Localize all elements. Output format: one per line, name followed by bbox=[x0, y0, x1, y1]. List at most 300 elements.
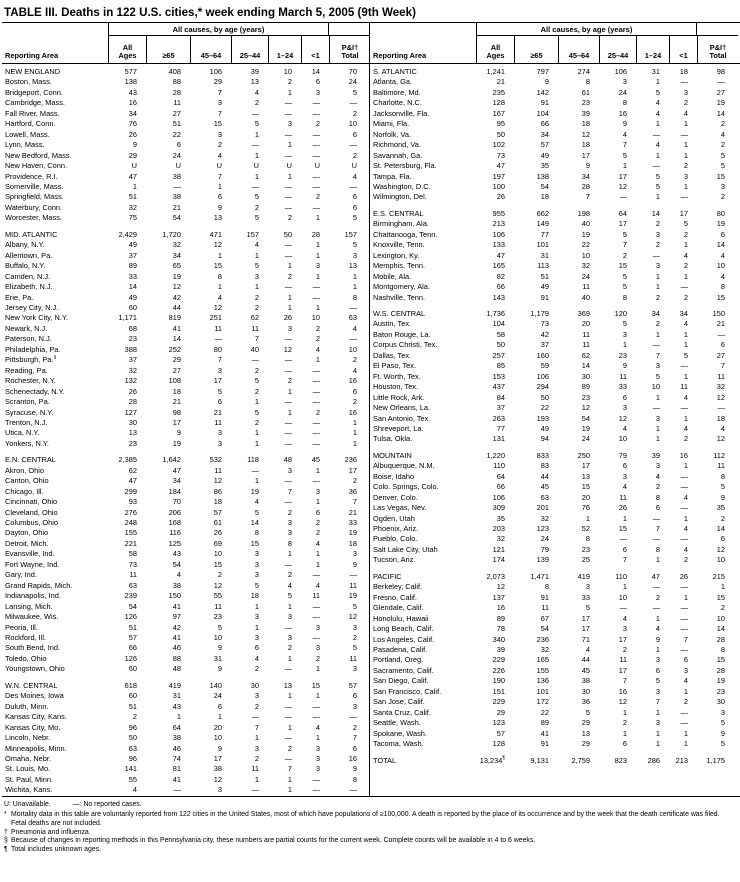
value-cell: 201 bbox=[536, 503, 549, 513]
table-row bbox=[2, 119, 369, 129]
value-cell: 61 bbox=[213, 518, 222, 528]
reporting-area-cell: Buffalo, N.Y. bbox=[5, 261, 46, 271]
value-cell: 1,241 bbox=[486, 67, 505, 76]
table-row bbox=[370, 451, 739, 461]
group-header-label: All causes, by age (years) bbox=[108, 23, 329, 36]
value-cell: 9 bbox=[217, 743, 222, 753]
table-row bbox=[370, 434, 739, 444]
value-cell: 1 bbox=[287, 407, 292, 417]
value-cell: 1 bbox=[720, 582, 725, 592]
table-row bbox=[370, 461, 739, 471]
value-cell: 4 bbox=[622, 613, 627, 623]
value-cell: 15 bbox=[213, 559, 222, 569]
value-cell: 833 bbox=[536, 450, 549, 460]
value-cell: 27 bbox=[716, 350, 725, 360]
value-cell: 13 bbox=[348, 261, 357, 271]
value-cell: 150 bbox=[168, 591, 181, 601]
value-cell: 1 bbox=[254, 150, 259, 160]
table-row bbox=[2, 203, 369, 213]
reporting-area-cell: Detroit, Mich. bbox=[5, 538, 49, 548]
value-cell: 26 bbox=[128, 129, 137, 139]
reporting-area-cell: Albany, N.Y. bbox=[5, 240, 45, 250]
value-cell: 248 bbox=[124, 518, 137, 528]
value-cell: — bbox=[312, 140, 320, 150]
value-cell: 2 bbox=[217, 140, 222, 150]
reporting-area-cell: Worcester, Mass. bbox=[5, 213, 62, 223]
value-cell: 18 bbox=[250, 591, 259, 601]
value-cell: 34 bbox=[172, 476, 181, 486]
value-cell: — bbox=[284, 438, 292, 448]
column-header-1-24: 1–24 bbox=[268, 36, 301, 63]
value-cell: — bbox=[251, 785, 259, 795]
value-cell: 18 bbox=[716, 413, 725, 423]
value-cell: 5 bbox=[254, 376, 259, 386]
value-cell: — bbox=[312, 397, 320, 407]
value-cell: 66 bbox=[540, 119, 549, 129]
value-cell: 91 bbox=[540, 98, 549, 108]
value-cell: 2 bbox=[254, 302, 259, 312]
value-cell: 18 bbox=[540, 192, 549, 202]
table-row bbox=[2, 151, 369, 161]
value-cell: 30 bbox=[581, 371, 590, 381]
value-cell: 68 bbox=[128, 323, 137, 333]
value-cell: — bbox=[619, 603, 627, 613]
value-cell: 19 bbox=[250, 486, 259, 496]
value-cell: 54 bbox=[172, 213, 181, 223]
table-row bbox=[2, 408, 369, 418]
reporting-area-cell: Berkeley, Calif. bbox=[373, 582, 423, 592]
value-cell: 55 bbox=[128, 774, 137, 784]
value-cell: 1 bbox=[254, 601, 259, 611]
value-cell: 1 bbox=[287, 722, 292, 732]
value-cell: 49 bbox=[540, 150, 549, 160]
value-cell: 2 bbox=[287, 213, 292, 223]
value-cell: 12 bbox=[716, 434, 725, 444]
value-cell: 100 bbox=[492, 181, 505, 191]
value-cell: 2 bbox=[352, 397, 357, 407]
value-cell: — bbox=[284, 622, 292, 632]
table-row bbox=[2, 251, 369, 261]
value-cell: 4 bbox=[683, 492, 688, 502]
table-row bbox=[2, 98, 369, 108]
value-cell: 79 bbox=[618, 450, 627, 460]
value-cell: 54 bbox=[172, 559, 181, 569]
column-header-lt1: <1 bbox=[301, 36, 329, 63]
value-cell: 10 bbox=[348, 344, 357, 354]
value-cell: 4 bbox=[655, 140, 660, 150]
value-cell: 22 bbox=[581, 240, 590, 250]
reporting-area-cell: Wichita, Kans. bbox=[5, 785, 53, 795]
value-cell: 203 bbox=[492, 524, 505, 534]
value-cell: 4 bbox=[315, 344, 320, 354]
value-cell: 8 bbox=[622, 292, 627, 302]
value-cell: 28 bbox=[581, 181, 590, 191]
value-cell: 155 bbox=[124, 528, 137, 538]
value-cell: 1 bbox=[655, 192, 660, 202]
reporting-area-cell: Lowell, Mass. bbox=[5, 129, 50, 139]
value-cell: 8 bbox=[655, 492, 660, 502]
value-cell: — bbox=[680, 718, 688, 728]
footnote-text: Total includes unknown ages. bbox=[11, 846, 102, 854]
value-cell: 2 bbox=[315, 334, 320, 344]
value-cell: — bbox=[284, 202, 292, 212]
value-cell: 3 bbox=[287, 518, 292, 528]
value-cell: 221 bbox=[124, 538, 137, 548]
value-cell: 9 bbox=[176, 428, 181, 438]
value-cell: 4 bbox=[683, 392, 688, 402]
group-header-row bbox=[2, 23, 369, 36]
table-row bbox=[2, 785, 369, 795]
value-cell: U bbox=[175, 161, 181, 171]
reporting-area-cell: Wilmington, Del. bbox=[373, 192, 427, 202]
value-cell: 4 bbox=[655, 624, 660, 634]
value-cell: 116 bbox=[169, 528, 181, 538]
value-cell: 75 bbox=[128, 213, 137, 223]
reporting-area-cell: Ogden, Utah bbox=[373, 513, 415, 523]
value-cell: 3 bbox=[217, 129, 222, 139]
table-row bbox=[2, 334, 369, 344]
value-cell: 69 bbox=[213, 538, 222, 548]
value-cell: — bbox=[680, 645, 688, 655]
value-cell: 20 bbox=[213, 722, 222, 732]
value-cell: 7 bbox=[217, 108, 222, 118]
table-row bbox=[370, 261, 739, 271]
reporting-area-cell: Little Rock, Ark. bbox=[373, 392, 425, 402]
value-cell: 5 bbox=[683, 219, 688, 229]
value-cell: 55 bbox=[213, 591, 222, 601]
deaths-table bbox=[2, 22, 740, 797]
header-line: All bbox=[122, 42, 133, 52]
value-cell: 138 bbox=[124, 77, 137, 87]
reporting-area-cell: Spokane, Wash. bbox=[373, 728, 427, 738]
value-cell: 6 bbox=[720, 534, 725, 544]
value-cell: 6 bbox=[315, 507, 320, 517]
value-cell: 1 bbox=[315, 465, 320, 475]
value-cell: 5 bbox=[622, 229, 627, 239]
table-row bbox=[2, 140, 369, 150]
value-cell: 12 bbox=[213, 302, 222, 312]
value-cell: 77 bbox=[496, 423, 505, 433]
value-cell: 6 bbox=[352, 386, 357, 396]
value-cell: 81 bbox=[172, 764, 181, 774]
reporting-area-cell: Washington, D.C. bbox=[373, 181, 431, 191]
value-cell: — bbox=[652, 403, 660, 413]
value-cell: 27 bbox=[716, 87, 725, 97]
value-cell: 1,720 bbox=[162, 229, 181, 239]
table-row bbox=[2, 539, 369, 549]
value-cell: 70 bbox=[348, 67, 357, 76]
value-cell: 39 bbox=[581, 108, 590, 118]
value-cell: 1 bbox=[287, 87, 292, 97]
reporting-area-cell: Richmond, Va. bbox=[373, 140, 421, 150]
value-cell: 1 bbox=[655, 423, 660, 433]
value-cell: 123 bbox=[536, 524, 549, 534]
value-cell: 8 bbox=[254, 528, 259, 538]
table-row bbox=[2, 313, 369, 323]
value-cell: 2 bbox=[132, 712, 137, 722]
value-cell: 5 bbox=[254, 261, 259, 271]
value-cell: 1 bbox=[315, 664, 320, 674]
value-cell: 1 bbox=[254, 250, 259, 260]
value-cell: — bbox=[312, 570, 320, 580]
table-row bbox=[2, 487, 369, 497]
value-cell: 143 bbox=[492, 292, 505, 302]
value-cell: 160 bbox=[536, 350, 549, 360]
value-cell: 54 bbox=[540, 624, 549, 634]
value-cell: 32 bbox=[540, 513, 549, 523]
empty-cell bbox=[329, 23, 370, 36]
value-cell: 7 bbox=[217, 355, 222, 365]
table-section bbox=[2, 230, 369, 450]
column-header-45-64: 45–64 bbox=[558, 36, 599, 63]
value-cell: 57 bbox=[496, 728, 505, 738]
value-cell: 3 bbox=[622, 624, 627, 634]
value-cell: 8 bbox=[352, 292, 357, 302]
value-cell: 12 bbox=[213, 240, 222, 250]
value-cell: 24 bbox=[618, 87, 627, 97]
value-cell: 149 bbox=[536, 219, 549, 229]
value-cell: 4 bbox=[217, 150, 222, 160]
value-cell: 2 bbox=[254, 417, 259, 427]
value-cell: 7 bbox=[287, 764, 292, 774]
reporting-area-cell: Tacoma, Wash. bbox=[373, 739, 424, 749]
column-header-all-ages bbox=[108, 36, 146, 63]
value-cell: 133 bbox=[492, 240, 505, 250]
value-cell: 64 bbox=[496, 471, 505, 481]
table-row bbox=[370, 130, 739, 140]
table-row bbox=[2, 744, 369, 754]
value-cell: 9 bbox=[720, 492, 725, 502]
value-cell: 2 bbox=[287, 77, 292, 87]
value-cell: 20 bbox=[581, 319, 590, 329]
value-cell: 23 bbox=[581, 544, 590, 554]
value-cell: 6 bbox=[683, 655, 688, 665]
reporting-area-cell: Des Moines, Iowa bbox=[5, 691, 64, 701]
table-row bbox=[370, 119, 739, 129]
value-cell: 1 bbox=[683, 140, 688, 150]
value-cell: 823 bbox=[614, 755, 627, 765]
value-cell: 6 bbox=[254, 643, 259, 653]
reporting-area-cell: Colo. Springs, Colo. bbox=[373, 482, 439, 492]
footnote-symbol: * bbox=[4, 810, 7, 818]
value-cell: 8 bbox=[287, 538, 292, 548]
value-cell: 44 bbox=[581, 655, 590, 665]
value-cell: 21 bbox=[716, 319, 725, 329]
header-line: P&I† bbox=[709, 42, 727, 52]
value-cell: 49 bbox=[540, 282, 549, 292]
reporting-area-cell: MOUNTAIN bbox=[373, 450, 412, 460]
value-cell: 5 bbox=[655, 171, 660, 181]
value-cell: 9 bbox=[352, 559, 357, 569]
value-cell: 62 bbox=[128, 465, 137, 475]
reporting-area-cell: Jersey City, N.J. bbox=[5, 302, 59, 312]
value-cell: 2 bbox=[254, 701, 259, 711]
value-cell: 43 bbox=[172, 701, 181, 711]
value-cell: 4 bbox=[352, 365, 357, 375]
value-cell: 1 bbox=[287, 261, 292, 271]
value-cell: 39 bbox=[651, 450, 660, 460]
value-cell: — bbox=[284, 192, 292, 202]
value-cell: 2 bbox=[287, 376, 292, 386]
footnote-text: Pneumonia and influenza. bbox=[11, 828, 91, 836]
value-cell: 1 bbox=[315, 559, 320, 569]
value-cell: 4 bbox=[720, 250, 725, 260]
value-cell: 5 bbox=[217, 386, 222, 396]
value-cell: 11 bbox=[619, 371, 627, 381]
value-cell: 10 bbox=[311, 313, 320, 323]
value-cell: 6 bbox=[655, 665, 660, 675]
value-cell: 24 bbox=[348, 77, 357, 87]
value-cell: 17 bbox=[213, 754, 222, 763]
value-cell: 11 bbox=[214, 417, 222, 427]
table-row bbox=[2, 261, 369, 271]
value-cell: 16 bbox=[679, 450, 688, 460]
value-cell: 172 bbox=[536, 697, 549, 707]
table-row bbox=[2, 560, 369, 570]
value-cell: 5 bbox=[352, 643, 357, 653]
value-cell: 2 bbox=[683, 98, 688, 108]
table-row bbox=[2, 230, 369, 240]
value-cell: — bbox=[312, 476, 320, 486]
reporting-area-cell: Rockford, Ill. bbox=[5, 633, 47, 643]
value-cell: 11 bbox=[214, 323, 222, 333]
table-row bbox=[2, 272, 369, 282]
value-cell: 1 bbox=[217, 250, 222, 260]
value-cell: 22 bbox=[172, 129, 181, 139]
value-cell: — bbox=[680, 624, 688, 634]
reporting-area-cell: Pueblo, Colo. bbox=[373, 534, 418, 544]
value-cell: 58 bbox=[128, 549, 137, 559]
value-cell: 26 bbox=[496, 192, 505, 202]
value-cell: 6 bbox=[217, 192, 222, 202]
value-cell: 4 bbox=[254, 240, 259, 250]
value-cell: 797 bbox=[536, 67, 549, 76]
value-cell: 31 bbox=[213, 653, 222, 663]
value-cell: 96 bbox=[128, 754, 137, 763]
value-cell: 3 bbox=[315, 764, 320, 774]
value-cell: 25 bbox=[581, 555, 590, 565]
value-cell: 9 bbox=[132, 140, 137, 150]
value-cell: 7 bbox=[622, 240, 627, 250]
reporting-area-cell: Cincinnati, Ohio bbox=[5, 497, 58, 507]
table-row bbox=[2, 643, 369, 653]
value-cell: 2 bbox=[287, 643, 292, 653]
table-section bbox=[370, 209, 739, 303]
value-cell: 6 bbox=[720, 340, 725, 350]
value-cell: 1 bbox=[683, 240, 688, 250]
value-cell: 4 bbox=[217, 292, 222, 302]
value-cell: 3 bbox=[352, 622, 357, 632]
header-line: Total bbox=[709, 50, 727, 60]
reporting-area-cell: Salt Lake City, Utah bbox=[373, 544, 438, 554]
value-cell: — bbox=[312, 171, 320, 181]
value-cell: — bbox=[652, 603, 660, 613]
value-cell: 2 bbox=[254, 292, 259, 302]
value-cell: 57 bbox=[348, 680, 357, 690]
value-cell: — bbox=[312, 612, 320, 622]
value-cell: 1 bbox=[352, 271, 357, 281]
reporting-area-cell: Providence, R.I. bbox=[5, 171, 58, 181]
value-cell: 5 bbox=[254, 192, 259, 202]
value-cell: 2 bbox=[720, 513, 725, 523]
value-cell: — bbox=[680, 613, 688, 623]
table-row bbox=[2, 497, 369, 507]
table-row bbox=[2, 67, 369, 77]
reporting-area-cell: Syracuse, N.Y. bbox=[5, 407, 54, 417]
reporting-area-cell: Somerville, Mass. bbox=[5, 181, 64, 191]
value-cell: 7 bbox=[217, 171, 222, 181]
value-cell: 819 bbox=[168, 313, 181, 323]
reporting-area-cell: South Bend, Ind. bbox=[5, 643, 61, 653]
value-cell: 2 bbox=[683, 434, 688, 444]
value-cell: 157 bbox=[246, 229, 259, 239]
value-cell: 1 bbox=[217, 712, 222, 722]
value-cell: 1 bbox=[287, 171, 292, 181]
value-cell: 21 bbox=[348, 507, 357, 517]
value-cell: — bbox=[680, 503, 688, 513]
table-row bbox=[370, 272, 739, 282]
value-cell: 11 bbox=[619, 492, 627, 502]
value-cell: 19 bbox=[716, 676, 725, 686]
value-cell: 3 bbox=[683, 665, 688, 675]
value-cell: 11 bbox=[349, 580, 357, 590]
value-cell: 17 bbox=[581, 461, 590, 471]
value-cell: 1 bbox=[683, 119, 688, 129]
value-cell: — bbox=[680, 582, 688, 592]
value-cell: 12 bbox=[213, 774, 222, 784]
table-row bbox=[370, 319, 739, 329]
reporting-area-cell: Boston, Mass. bbox=[5, 77, 52, 87]
legend-unavailable: U: Unavailable. bbox=[4, 800, 51, 808]
value-cell: 13 bbox=[213, 213, 222, 223]
reporting-area-cell: San Francisco, Calif. bbox=[373, 686, 442, 696]
empty-cell bbox=[370, 23, 476, 36]
value-cell: 106 bbox=[614, 67, 627, 76]
value-cell: 2 bbox=[287, 271, 292, 281]
value-cell: — bbox=[284, 428, 292, 438]
legend-line bbox=[4, 801, 736, 810]
reporting-area-cell: Savannah, Ga. bbox=[373, 150, 423, 160]
value-cell: 101 bbox=[536, 686, 549, 696]
value-cell: 2,759 bbox=[571, 755, 590, 765]
value-cell: 1 bbox=[287, 386, 292, 396]
value-cell: 151 bbox=[492, 686, 505, 696]
value-cell: 2 bbox=[352, 108, 357, 118]
table-section bbox=[370, 451, 739, 566]
value-cell: 91 bbox=[540, 592, 549, 602]
value-cell: 106 bbox=[209, 67, 222, 76]
value-cell: 15 bbox=[581, 482, 590, 492]
value-cell: 2 bbox=[720, 119, 725, 129]
value-cell: 110 bbox=[615, 571, 627, 581]
value-cell: 2 bbox=[720, 603, 725, 613]
value-cell: 60 bbox=[128, 691, 137, 701]
value-cell: 41 bbox=[172, 774, 181, 784]
value-cell: 17 bbox=[581, 624, 590, 634]
value-cell: 7 bbox=[622, 676, 627, 686]
value-cell: 1 bbox=[254, 282, 259, 292]
value-cell: 39 bbox=[496, 645, 505, 655]
table-row bbox=[370, 219, 739, 229]
table-row bbox=[370, 555, 739, 565]
value-cell: 125 bbox=[168, 538, 181, 548]
value-cell: 251 bbox=[209, 313, 222, 323]
reporting-area-cell: TOTAL bbox=[373, 755, 397, 765]
value-cell: 8 bbox=[544, 582, 549, 592]
value-cell: — bbox=[312, 150, 320, 160]
value-cell: 3 bbox=[217, 428, 222, 438]
table-row bbox=[370, 393, 739, 403]
